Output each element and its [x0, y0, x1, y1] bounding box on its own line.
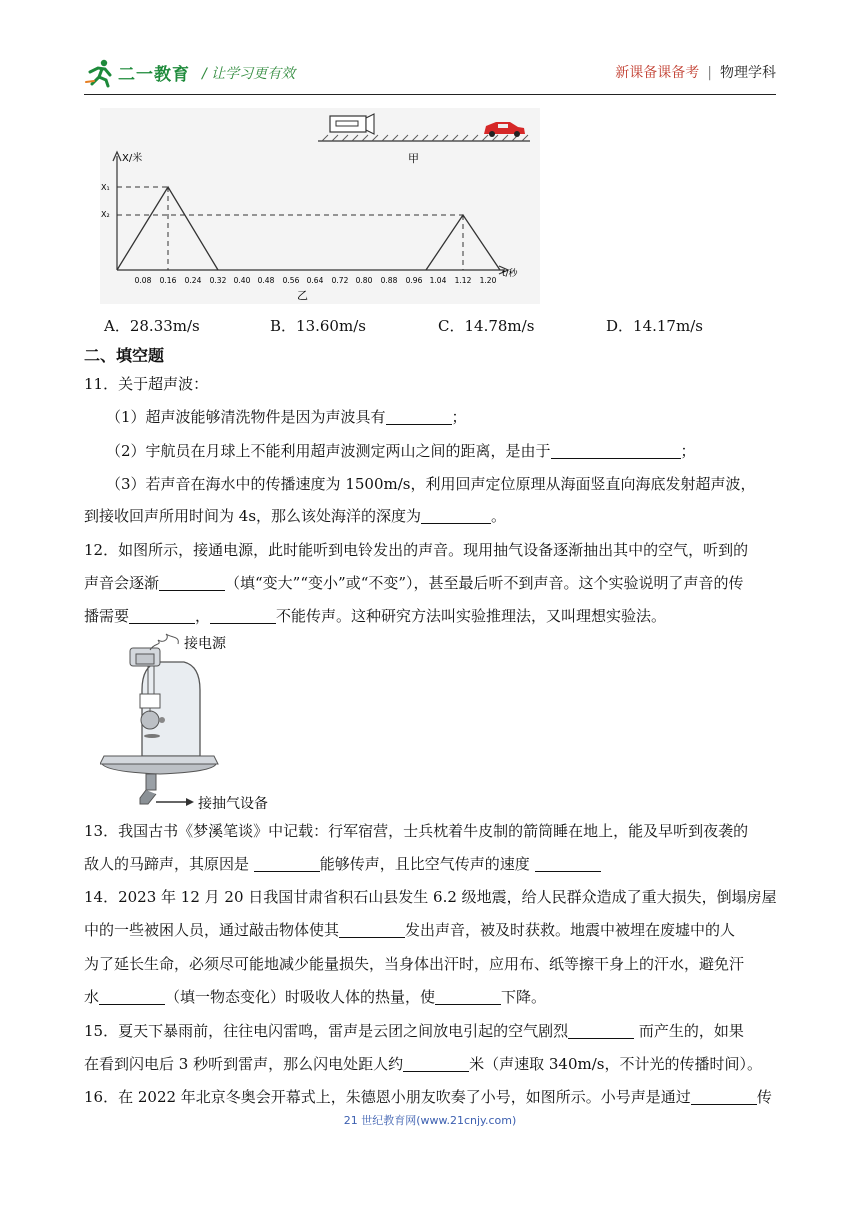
label-power: 接电源 [184, 636, 226, 652]
label-yi: 乙 [297, 289, 308, 302]
x-tick: 1.04 [429, 276, 447, 285]
q12-line2: 声音会逐渐 （填“变大”“变小”或“不变”），甚至最后听不到声音。这个实验说明了声音的传 [84, 574, 744, 592]
answer-blank[interactable] [386, 407, 452, 425]
q11-part2: （2）宇航员在月球上不能利用超声波测定两山之间的距离，是由于 ； [106, 442, 696, 460]
answer-blank[interactable] [254, 854, 320, 872]
q13-line2: 敌人的马蹄声，其原因是 能够传声，且比空气传声的速度 [84, 853, 601, 875]
q10-option-c: C．14.78m/s [438, 317, 535, 335]
answer-blank[interactable] [159, 573, 225, 591]
x-tick-labels [135, 276, 497, 285]
q15-line1: 15．夏天下暴雨前，往往电闪雷鸣，雷声是云团之间放电引起的空气剧烈 而产生的，如果 [84, 1022, 744, 1040]
q11-stem: 11．关于超声波： [84, 375, 209, 393]
x-tick: 0.24 [184, 276, 202, 285]
speed-measurement-figure [100, 108, 540, 304]
answer-blank[interactable] [210, 606, 276, 624]
x-axis-label: t/秒 [502, 269, 518, 279]
x-tick: 1.12 [454, 276, 472, 285]
answer-blank[interactable] [691, 1087, 757, 1105]
answer-blank[interactable] [129, 606, 195, 624]
q11-part1: （1）超声波能够清洗物件是因为声波具有 ； [106, 408, 467, 426]
answer-blank[interactable] [568, 1021, 634, 1039]
answer-blank[interactable] [421, 506, 491, 524]
x-tick: 0.96 [405, 276, 423, 285]
answer-blank[interactable] [535, 854, 601, 872]
y-tick-x1: X₁ [101, 183, 110, 192]
y-tick-x2: X₂ [101, 210, 110, 219]
x-tick: 0.48 [257, 276, 275, 285]
answer-blank[interactable] [99, 987, 165, 1005]
q12-line3: 播需要 ， 不能传声。这种研究方法叫实验推理法，又叫理想实验法。 [84, 607, 667, 625]
x-tick: 0.56 [282, 276, 300, 285]
x-tick: 0.08 [134, 276, 152, 285]
x-tick: 0.32 [209, 276, 227, 285]
q12-line1: 12．如图所示，接通电源，此时能听到电铃发出的声音。现用抽气设备逐渐抽出其中的空气，听到的 [84, 541, 749, 559]
answer-blank[interactable] [551, 441, 681, 459]
label-jia: 甲 [408, 152, 419, 165]
q14-line4: 水 （填一物态变化）时吸收人体的热量，使 下降。 [84, 988, 547, 1006]
header-tag: 新课备课备考 [615, 65, 700, 81]
page-footer: 21 世纪教育网(www.21cnjy.com) [343, 1114, 517, 1127]
header-right [615, 62, 776, 82]
label-pump: 接抽气设备 [198, 796, 268, 812]
x-tick: 0.40 [233, 276, 251, 285]
y-axis-label: X/米 [122, 153, 143, 164]
header-divider [84, 94, 776, 95]
q14-line3: 为了延长生命，必须尽可能地减少能量损失，当身体出汗时，应用布、纸等擦干身上的汗水，避免汗 [84, 955, 745, 973]
section-title: 二、填空题 [84, 346, 165, 365]
page-header [84, 52, 776, 92]
header-separator: | [707, 65, 712, 81]
x-tick: 0.72 [331, 276, 349, 285]
q16-line1: 16．在 2022 年北京冬奥会开幕式上，朱德恩小朋友吹奏了小号，如图所示。小号声是通过 传 [84, 1088, 772, 1106]
answer-blank[interactable] [403, 1054, 469, 1072]
q10-option-d: D．14.17m/s [606, 317, 703, 335]
logo-runner-icon [84, 58, 118, 88]
x-tick: 1.20 [479, 276, 497, 285]
x-tick: 0.16 [159, 276, 177, 285]
q15-line2: 在看到闪电后 3 秒听到雷声，那么闪电处距人约 米（声速取 340m/s，不计光的传播时间）。 [84, 1055, 762, 1073]
speed-detector [330, 116, 366, 132]
q11-part3-line1: （3）若声音在海水中的传播速度为 1500m/s，利用回声定位原理从海面竖直向海底发射超声波， [106, 475, 756, 493]
logo-text: 二一教育 [118, 65, 190, 85]
bell-jar-figure [100, 632, 290, 816]
answer-blank[interactable] [339, 920, 405, 938]
bell-jar-icon [100, 634, 218, 806]
q11-part3-line2: 到接收回声所用时间为 4s，那么该处海洋的深度为 。 [84, 507, 507, 525]
x-tick: 0.80 [355, 276, 373, 285]
slogan: / 让学习更有效 [202, 66, 296, 82]
x-tick: 0.88 [380, 276, 398, 285]
q14-line1: 14．2023 年 12 月 20 日我国甘肃省积石山县发生 6.2 级地震，给人民群众造成了重大损失，倒塌房屋 [84, 888, 777, 906]
q10-option-b: B．13.60m/s [270, 317, 366, 335]
answer-blank[interactable] [435, 987, 501, 1005]
x-tick: 0.64 [306, 276, 324, 285]
header-subject: 物理学科 [720, 65, 776, 81]
q13-line1: 13．我国古书《梦溪笔谈》中记载：行军宿营，士兵枕着牛皮制的箭筒睡在地上，能及早听到夜袭的 [84, 822, 749, 840]
q14-line2: 中的一些被困人员，通过敲击物体使其 发出声音，被及时获救。地震中被埋在废墟中的人 [84, 921, 736, 939]
q10-option-a: A．28.33m/s [104, 317, 200, 335]
